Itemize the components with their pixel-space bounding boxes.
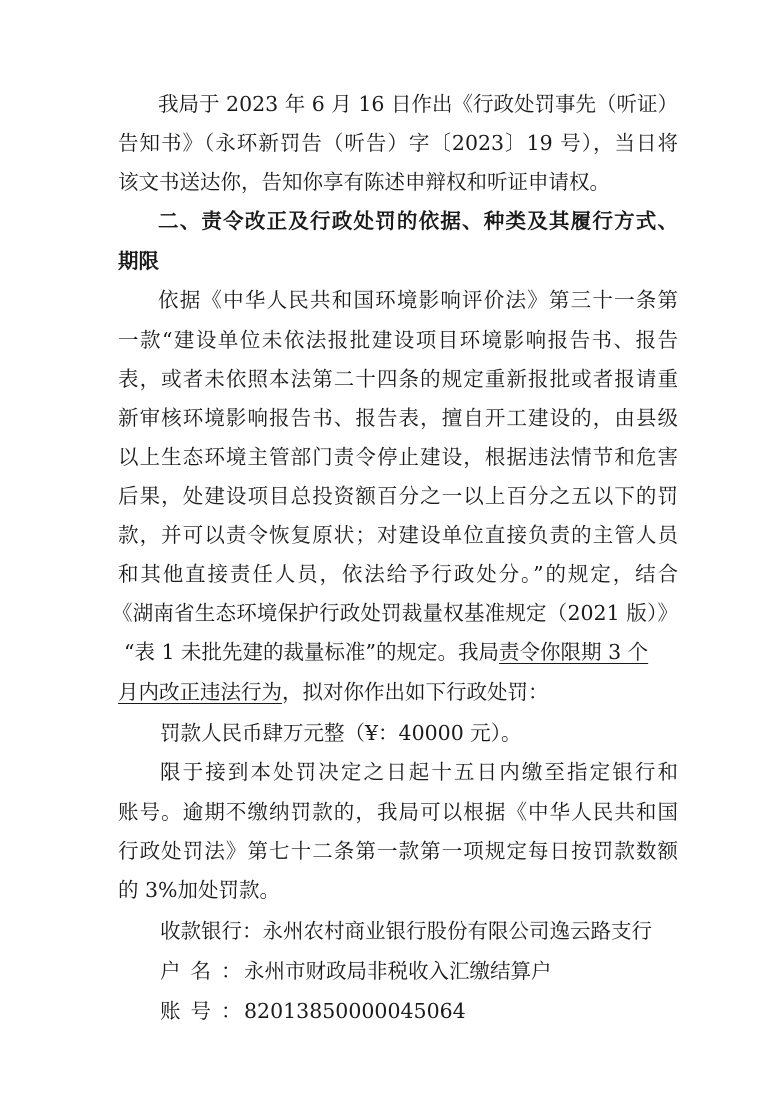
paragraph-1-line-2: 告知书》（永环新罚告（听告）字〔2023〕19 号），当日将 bbox=[118, 131, 678, 155]
paragraph-1-line-3: 该文书送达你，告知你享有陈述申辩权和听证申请权。 bbox=[118, 170, 610, 194]
account-name-label: 户名： bbox=[160, 959, 252, 983]
paragraph-2-line-11 bbox=[118, 672, 678, 712]
paragraph-4-line-4: 的 3%加处罚款。 bbox=[118, 878, 281, 902]
account-name-value: 永州市财政局非税收入汇缴结算户 bbox=[244, 959, 552, 983]
paragraph-4-line-2: 账号。逾期不缴纳罚款的，我局可以根据《中华人民共和国 bbox=[118, 800, 678, 824]
paragraph-2-line-5: 以上生态环境主管部门责令停止建设，根据违法情节和危害 bbox=[118, 445, 678, 469]
bank-row bbox=[160, 911, 680, 951]
paragraph-2-line-9: 《湖南省生态环境保护行政处罚裁量权基准规定（2021 版）》 bbox=[112, 601, 678, 625]
section-heading-2-line-1: 二、责令改正及行政处罚的依据、种类及其履行方式、 bbox=[158, 209, 678, 233]
account-name-row bbox=[160, 951, 680, 991]
paragraph-2-line-7: 款，并可以责令恢复原状；对建设单位直接负责的主管人员 bbox=[118, 523, 678, 547]
paragraph-2-line-6: 后果，处建设项目总投资额百分之一以上百分之五以下的罚 bbox=[118, 484, 678, 508]
order-to-correct-underlined-2: 月内改正违法行为 bbox=[118, 680, 282, 704]
fine-amount-line: 罚款人民币肆万元整（¥：40000 元）。 bbox=[160, 721, 522, 745]
paragraph-4-line-3: 行政处罚法》第七十二条第一款第一项规定每日按罚款数额 bbox=[118, 839, 678, 863]
paragraph-2-line-3: 表，或者未依照本法第二十四条的规定重新报批或者报请重 bbox=[118, 367, 678, 391]
paragraph-4-line-1: 限于接到本处罚决定之日起十五日内缴至指定银行和 bbox=[160, 760, 678, 784]
paragraph-1-line-1: 我局于 2023 年 6 月 16 日作出《行政处罚事先（听证） bbox=[158, 92, 678, 116]
account-number-value: 82013850000045064 bbox=[244, 999, 466, 1023]
paragraph-2-line-11-text: ，拟对你作出如下行政处罚： bbox=[282, 680, 549, 704]
paragraph-2-line-10-text: “表 1 未批先建的裁量标准”的规定。我局 bbox=[124, 640, 500, 664]
account-number-label: 账号： bbox=[160, 999, 252, 1023]
bank-label: 收款银行： bbox=[160, 919, 263, 943]
bank-value: 永州农村商业银行股份有限公司逸云路支行 bbox=[262, 919, 652, 943]
order-to-correct-underlined-1: 责令你限期 3 个 bbox=[499, 640, 649, 664]
paragraph-2-line-10 bbox=[124, 632, 684, 672]
section-heading-2-line-2: 期限 bbox=[118, 249, 159, 273]
paragraph-2-line-4: 新审核环境影响报告书、报告表，擅自开工建设的，由县级 bbox=[118, 406, 678, 430]
paragraph-2-line-8: 和其他直接责任人员，依法给予行政处分。”的规定，结合 bbox=[118, 562, 678, 586]
paragraph-2-line-2: 一款“建设单位未依法报批建设项目环境影响报告书、报告 bbox=[118, 328, 678, 352]
paragraph-2-line-1: 依据《中华人民共和国环境影响评价法》第三十一条第 bbox=[158, 288, 678, 312]
account-number-row bbox=[160, 991, 680, 1031]
